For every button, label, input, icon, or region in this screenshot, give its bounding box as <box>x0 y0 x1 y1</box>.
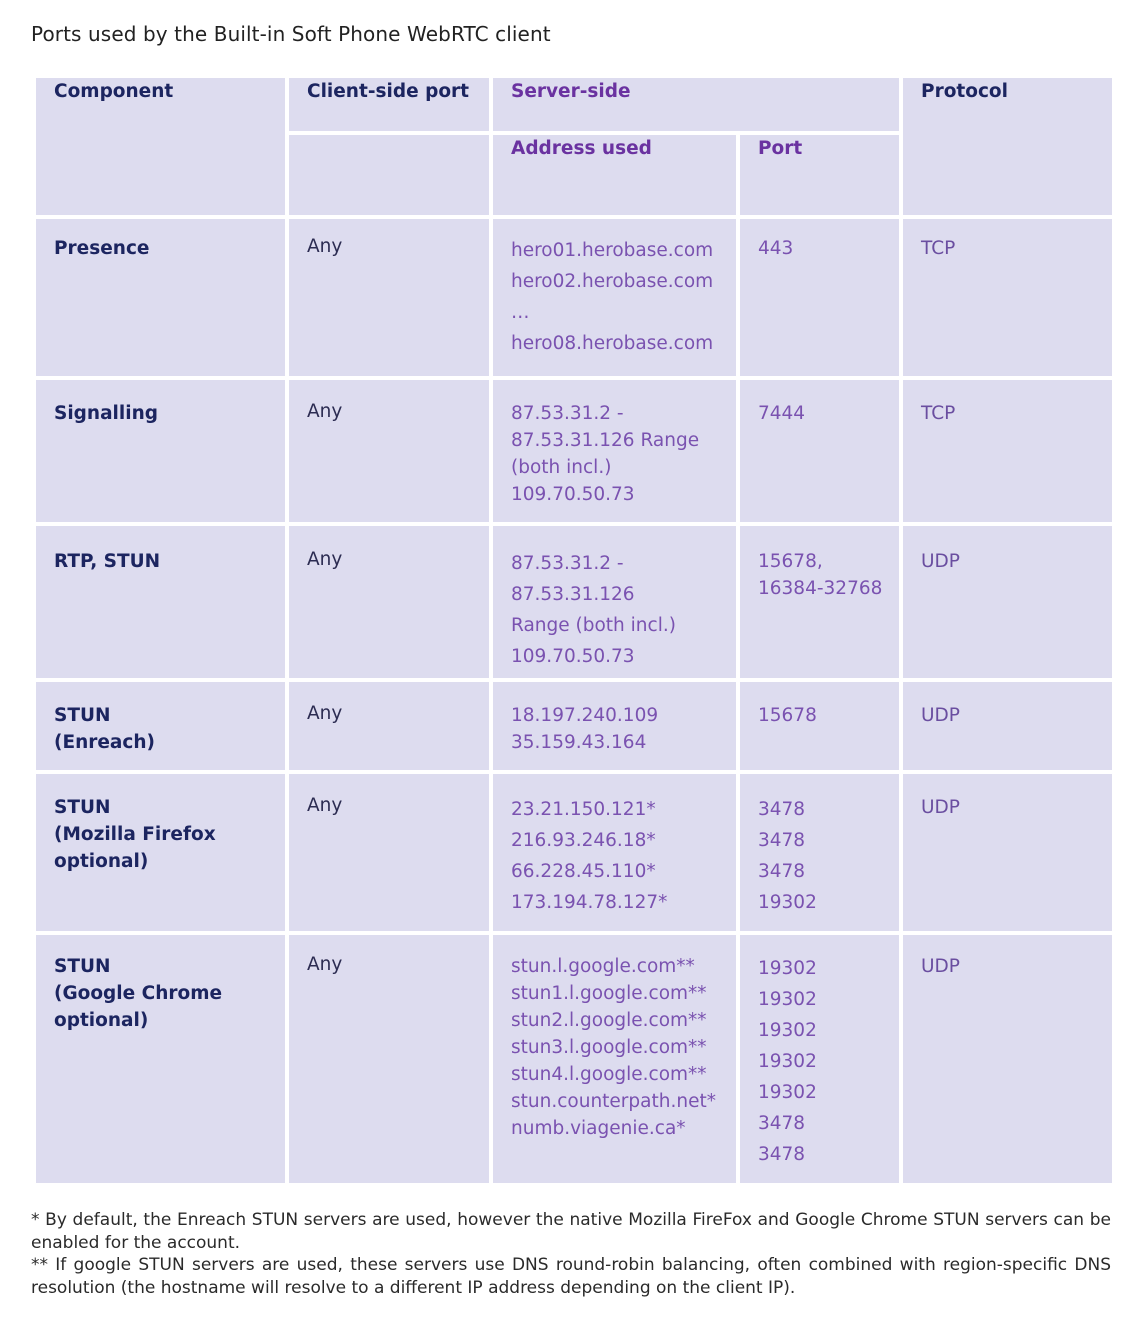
component-cell-line: optional) <box>54 1010 149 1031</box>
page-title: Ports used by the Built-in Soft Phone WebRTC client <box>31 22 551 46</box>
protocol-cell: UDP <box>903 682 1112 770</box>
address-cell <box>493 774 736 931</box>
port-cell-line: 7444 <box>758 403 806 424</box>
header-address-used: Address used <box>493 135 736 215</box>
table-row <box>36 774 1112 931</box>
address-cell-line: stun.l.google.com** <box>511 956 695 977</box>
client-port-cell: Any <box>289 526 489 678</box>
address-cell <box>493 380 736 522</box>
table-row <box>36 526 1112 678</box>
component-cell-line: (Google Chrome <box>54 983 223 1004</box>
port-cell-line: 19302 <box>758 989 817 1010</box>
address-cell-line: hero08.herobase.com <box>511 333 714 354</box>
address-cell-line: 66.228.45.110* <box>511 861 656 882</box>
address-cell-line: stun3.l.google.com** <box>511 1037 707 1058</box>
component-cell <box>36 682 285 770</box>
protocol-cell: UDP <box>903 935 1112 1183</box>
port-cell-line: 19302 <box>758 1051 817 1072</box>
header-server-side: Server-side <box>493 78 899 131</box>
address-cell-line: 216.93.246.18* <box>511 830 656 851</box>
table-row <box>36 935 1112 1183</box>
protocol-cell: TCP <box>903 380 1112 522</box>
port-cell <box>740 526 899 678</box>
table-body <box>36 219 1112 1183</box>
port-cell-line: 3478 <box>758 861 806 882</box>
component-cell-line: optional) <box>54 851 149 872</box>
port-cell-line: 19302 <box>758 958 817 979</box>
component-cell-line: STUN <box>54 797 111 818</box>
table-row <box>36 219 1112 376</box>
component-cell <box>36 219 285 376</box>
component-cell-line: (Mozilla Firefox <box>54 824 216 845</box>
port-cell-line: 3478 <box>758 1113 806 1134</box>
client-port-cell: Any <box>289 935 489 1183</box>
address-cell-line: stun1.l.google.com** <box>511 983 707 1004</box>
port-cell-line: 19302 <box>758 1020 817 1041</box>
address-cell <box>493 219 736 376</box>
client-port-cell: Any <box>289 774 489 931</box>
address-cell-line: 87.53.31.126 <box>511 584 635 605</box>
port-cell-line: 15678, <box>758 551 823 572</box>
component-cell-line: Signalling <box>54 403 158 424</box>
address-cell-line: hero01.herobase.com <box>511 240 714 261</box>
port-cell <box>740 219 899 376</box>
address-cell-line: 109.70.50.73 <box>511 484 635 505</box>
address-cell <box>493 682 736 770</box>
protocol-cell: UDP <box>903 774 1112 931</box>
address-cell-line: (both incl.) <box>511 457 612 478</box>
address-cell-line: stun.counterpath.net* <box>511 1091 716 1112</box>
header-client-port: Client-side port <box>289 78 489 131</box>
ports-table <box>32 74 1116 1187</box>
port-cell-line: 19302 <box>758 1082 817 1103</box>
protocol-cell: UDP <box>903 526 1112 678</box>
footnotes <box>31 1209 1111 1299</box>
component-cell <box>36 526 285 678</box>
port-cell-line: 443 <box>758 238 794 259</box>
protocol-cell: TCP <box>903 219 1112 376</box>
port-cell-line: 3478 <box>758 830 806 851</box>
port-cell <box>740 380 899 522</box>
port-cell <box>740 682 899 770</box>
header-protocol: Protocol <box>903 78 1112 215</box>
port-cell-line: 3478 <box>758 799 806 820</box>
address-cell-line: 23.21.150.121* <box>511 799 656 820</box>
address-cell <box>493 526 736 678</box>
address-cell-line: 173.194.78.127* <box>511 892 668 913</box>
client-port-cell: Any <box>289 682 489 770</box>
header-row <box>36 78 1112 131</box>
footnote-2: ** If google STUN servers are used, these servers use DNS round-robin balancing, often combined with region-specific DNS resolution (the hostname will resolve to a different IP address depending on the client IP). <box>31 1255 1111 1298</box>
port-cell-line: 3478 <box>758 1144 806 1165</box>
component-cell-line: STUN <box>54 705 111 726</box>
table-row <box>36 682 1112 770</box>
address-cell-line: Range (both incl.) <box>511 615 676 636</box>
client-port-cell: Any <box>289 219 489 376</box>
component-cell-line: (Enreach) <box>54 732 156 753</box>
header-client-port-empty <box>289 135 489 215</box>
component-cell <box>36 935 285 1183</box>
port-cell-line: 15678 <box>758 705 817 726</box>
port-cell <box>740 935 899 1183</box>
port-cell-line: 19302 <box>758 892 817 913</box>
address-cell-line: 35.159.43.164 <box>511 732 647 753</box>
address-cell-line: 18.197.240.109 <box>511 705 659 726</box>
port-cell <box>740 774 899 931</box>
address-cell-line: 87.53.31.2 - <box>511 403 624 424</box>
footnote-1: * By default, the Enreach STUN servers are used, however the native Mozilla FireFox and Google Chrome STUN servers can be enabled for the account. <box>31 1210 1111 1253</box>
port-cell-line: 16384-32768 <box>758 578 883 599</box>
address-cell-line: numb.viagenie.ca* <box>511 1118 686 1139</box>
address-cell <box>493 935 736 1183</box>
component-cell-line: RTP, STUN <box>54 551 161 572</box>
component-cell <box>36 380 285 522</box>
component-cell-line: Presence <box>54 238 150 259</box>
address-cell-line: 87.53.31.126 Range <box>511 430 700 451</box>
address-cell-line: stun2.l.google.com** <box>511 1010 707 1031</box>
address-cell-line: 109.70.50.73 <box>511 646 635 667</box>
address-cell-line: 87.53.31.2 - <box>511 553 624 574</box>
address-cell-line: stun4.l.google.com** <box>511 1064 707 1085</box>
component-cell-line: STUN <box>54 956 111 977</box>
address-cell-line: … <box>511 302 530 323</box>
address-cell-line: hero02.herobase.com <box>511 271 714 292</box>
component-cell <box>36 774 285 931</box>
client-port-cell: Any <box>289 380 489 522</box>
table-row <box>36 380 1112 522</box>
header-port: Port <box>740 135 899 215</box>
header-component: Component <box>36 78 285 215</box>
